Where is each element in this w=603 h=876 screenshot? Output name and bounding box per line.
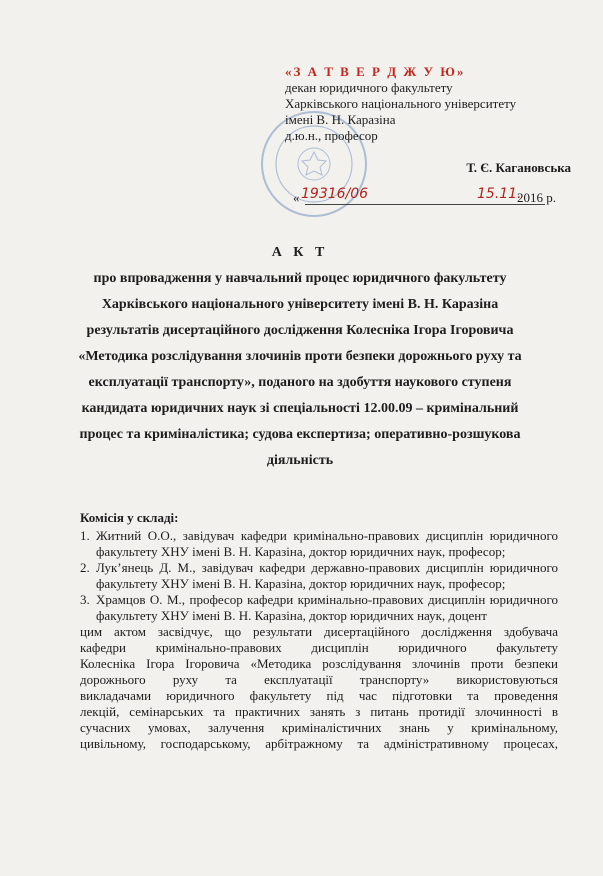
title-line: експлуатації транспорту», поданого на здобуття наукового ступеня: [88, 375, 512, 390]
member-number: 2.: [80, 560, 90, 575]
title-line: «Методика розслідування злочинів проти безпеки дорожнього руху та: [78, 349, 522, 364]
paragraph-line: Колесніка Ігора Ігоровича «Методика розслідування злочинів проти безпеки: [80, 656, 558, 671]
handwritten-date: 15.11.: [477, 186, 522, 202]
approval-line-dean: декан юридичного факультету: [285, 80, 453, 95]
paragraph-line: дорожнього руху та експлуатації транспорту» використовуються: [80, 672, 558, 687]
paragraph-line: сучасних умовах, залучення криміналістичних знань у кримінальному,: [80, 720, 558, 735]
title-line: про впровадження у навчальний процес юридичного факультету: [93, 271, 507, 286]
date-open-quote: «: [293, 190, 300, 205]
member-text: Храмцов О. М., професор кафедри кримінально-правових дисциплін юридичного факультету ХНУ імені В. Н. Каразіна, доктор юридичних наук, доцент: [96, 592, 558, 623]
act-body: [80, 510, 558, 752]
member-number: 3.: [80, 592, 90, 607]
approval-date-line: [285, 188, 585, 208]
member-number: 1.: [80, 528, 90, 543]
approval-line-degree: д.ю.н., професор: [285, 128, 378, 143]
handwritten-registration-number: 19316/06: [301, 186, 369, 202]
date-underline: [305, 204, 545, 205]
paragraph-line: цим актом засвідчує, що результати дисертаційного дослідження здобувача: [80, 624, 558, 639]
approval-block: [285, 64, 585, 208]
act-title: А К Т: [271, 245, 329, 260]
paragraph-line: викладачами юридичного факультету під час підготовки та проведення: [80, 688, 558, 703]
title-line: процес та криміналістика; судова експертиза; оперативно-розшукова: [79, 427, 521, 442]
commission-member: [80, 592, 558, 624]
act-title-block: [60, 240, 540, 474]
paragraph-line: лекцій, семінарських та практичних занять з питань протидії злочинності в: [80, 704, 558, 719]
date-year: 2016 р.: [517, 190, 556, 205]
commission-member: [80, 560, 558, 592]
member-text: Лук’янець Д. М., завідувач кафедри державно-правових дисциплін юридичного факультету ХНУ імені В. Н. Каразіна, доктор юридичних наук, професор;: [96, 560, 558, 591]
approval-line-university: Харківського національного університету: [285, 96, 517, 111]
title-line: діяльність: [266, 453, 334, 468]
member-text: Житний О.О., завідувач кафедри кримінально-правових дисциплін юридичного факультету ХНУ імені В. Н. Каразіна, доктор юридичних наук, професор;: [96, 528, 558, 559]
commission-heading: Комісія у складі:: [80, 510, 179, 525]
commission-member: [80, 528, 558, 560]
paragraph-line: цивільному, господарському, арбітражному та адміністративному процесах,: [80, 736, 558, 751]
certification-paragraph: [80, 624, 558, 752]
approval-signer: Т. Є. Кагановська: [466, 160, 571, 175]
approval-line-name: імені В. Н. Каразіна: [285, 112, 396, 127]
title-line: результатів дисертаційного дослідження Колесніка Ігора Ігоровича: [86, 323, 514, 338]
title-line: кандидата юридичних наук зі спеціальності 12.00.09 – кримінальний: [81, 401, 519, 416]
approval-header: «З А Т В Е Р Д Ж У Ю»: [285, 64, 466, 79]
paragraph-line: кафедри кримінально-правових дисциплін юридичного факультету: [80, 640, 558, 655]
title-line: Харківського національного університету імені В. Н. Каразіна: [101, 297, 499, 312]
